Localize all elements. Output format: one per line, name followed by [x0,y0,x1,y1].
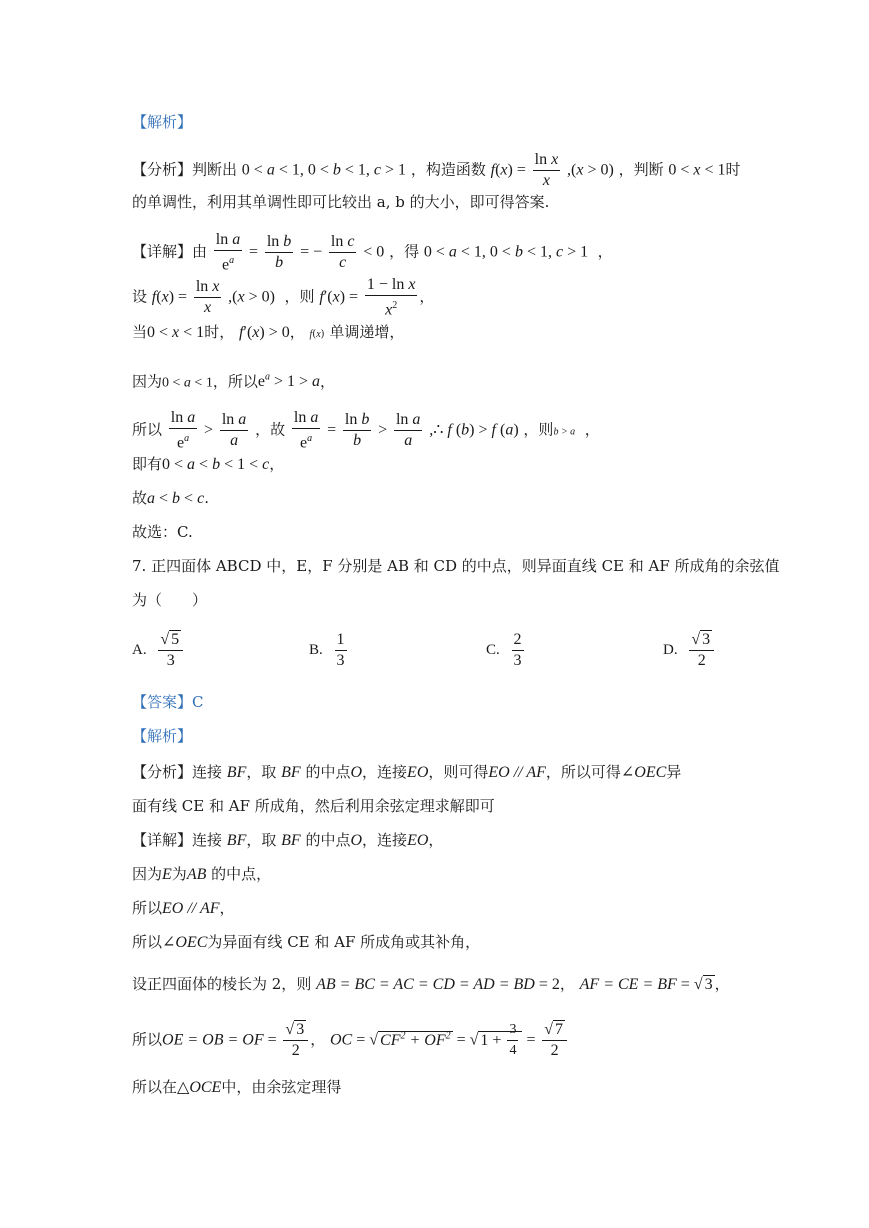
text: 面有线 CE 和 AF 所成角，然后利用余弦定理求解即可 [132,797,495,815]
text: 设 [132,287,148,306]
fraction: $\frac{\text{ln b}}{b}$ [266,233,292,272]
fenxi-1-line: 【分析】判断出 0 < a < 1, 0 < b < 1, c > 1 ，构造函数 f(x) = $\frac{\text{ln x}}{x}$ ,(x > 0) ，判断 0 < x < 1时 [132,151,741,189]
fraction: $\frac{√ 3}{2}$ [689,630,714,671]
yinwei-2-line: 因为E为AB 的中点， [132,865,272,883]
xiangjie-1-line: 【详解】由 $\frac{\text{ln a}}{e^a}$ = $\frac{\text{ln b}}{b}$ = − $\frac{\text{ln c}}{c}$ < 0 ，得 0 < a < 1, 0 < b < 1, c > 1 ， [132,231,613,274]
option-c [486,630,526,671]
text: 设正四面体的棱长为 2，则 [132,975,312,993]
section-jiexi-1 [132,110,769,134]
text: 【详解】连接 [132,831,223,849]
answer-line [132,690,769,714]
suoyi-3-line: 所以∠OEC为异面有线 CE 和 AF 所成角或其补角， [132,933,481,951]
text: ，连接 [362,831,408,849]
option-label: D. [663,641,678,658]
text: ，则 [523,420,554,439]
fraction: $\frac{\text{ln c}}{c}$ [330,233,355,272]
text: ，取 [246,831,277,849]
text: ，连接 [362,763,408,781]
jiyou-line: 即有0 < a < b < 1 < c， [132,455,285,473]
option-label: A. [132,641,147,658]
text: 的中点 [305,763,351,781]
text: 所以 [132,899,163,917]
text: ，所以可得 [545,763,621,781]
fraction: $\frac{√ 7}{2}$ [542,1020,567,1061]
xiangjie-2-line: 【详解】连接 BF，取 BF 的中点O，连接EO， [132,831,444,849]
text: 所以 [132,933,163,951]
fraction: $\frac{\text{ln a}}{a}$ [395,411,421,450]
fraction: $\frac{\text{ln x}}{x}$ [534,151,559,189]
gu-line: 故a < b < c. [132,489,209,507]
text: 所以 [132,420,163,439]
text: 故 [132,489,148,507]
text: 的单调性，利用其单调性即可比较出 a, b 的大小，即可得答案. [132,193,550,211]
dang-line: 当0 < x < 1时， f′(x) > 0， f(x) 单调递增， [132,323,405,341]
option-a [132,630,185,671]
fenxi-2-line: 【分析】连接 BF，取 BF 的中点O，连接EO，则可得EO // AF，所以可得∠OEC异 [132,763,682,781]
text: 为 [171,865,187,883]
heading-jiexi: 【解析】 [132,727,193,745]
fraction: $\frac{√ 5}{3}$ [158,630,183,671]
text: 因为 [132,372,163,391]
fraction: $\frac{3}{4}$ [509,1022,517,1059]
suoyi-line: 所以 $\frac{\text{ln a}}{e^a}$ > $\frac{\text{ln a}}{a}$ ，故 $\frac{\text{ln a}}{e^a}$ = $\frac{\text{ln b}}{b}$ > $\frac{\text{ln a}}{a}$ ,∴ f (b) > f (a) ，则b > a ， [132,409,600,452]
question-7-line2 [132,588,769,612]
text: ，故 [255,420,286,439]
text: ，得 [389,242,420,261]
text: 的中点 [305,831,351,849]
text: 中，由余弦定理得 [221,1078,342,1096]
text: 所以在 [132,1078,178,1096]
option-label: C. [486,641,500,658]
fraction: $\frac{\text{ln x}}{x}$ [195,278,220,317]
suoyi-4-line: 所以OE = OB = OF = $\frac{√ 3}{2}$ ， OC = √ $CF^2 + OF^2$ = √ 1 + $\frac{3}{4}$ = $\frac{√ 7}{2}$ [132,1020,769,1061]
fenxi-2-line2 [132,794,769,818]
text: ，判断 [618,160,664,179]
option-label: B. [309,641,323,658]
text: ，则 [284,287,315,306]
text: 即有 [132,455,163,473]
text: 故选：C. [132,523,193,541]
text: 的中点， [211,865,272,883]
text: 单调递增， [329,323,405,341]
text: ，则可得 [428,763,489,781]
text: 7. 正四面体 ABCD 中，E，F 分别是 AB 和 CD 的中点，则异面直线 CE 和 AF 所成角的余弦值 [132,557,780,575]
guxuan-line [132,520,769,544]
text: 时， [204,323,235,341]
text: 为异面有线 CE 和 AF 所成角或其补角， [207,933,481,951]
text: 【分析】判断出 [132,160,238,179]
text: 为（ ） [132,591,208,609]
option-b [309,630,349,671]
fraction: $\frac{√ 3}{2}$ [283,1020,308,1061]
fraction: $\frac{\text{ln a}}{e^a}$ [215,231,241,274]
fenxi-1-line2 [132,190,769,214]
she-line: 设 f(x) = $\frac{\text{ln x}}{x}$ ,(x > 0) ，则 f′(x) = $\frac{\text{1 − ln x}}{x^2}$ ， [132,276,435,319]
fraction: $\frac{\text{1 − ln x}}{x^2}$ [366,276,416,319]
fraction: $\frac{1}{3}$ [336,631,345,669]
text: 【分析】连接 [132,763,223,781]
fraction: $\frac{\text{ln a}}{a}$ [221,411,247,450]
fraction: $\frac{\text{ln a}}{e^a}$ [293,409,319,452]
text: ，构造函数 [410,160,486,179]
option-d [663,630,716,671]
text: 当 [132,323,148,341]
text: 时 [725,160,741,179]
text: 【详解】由 [132,242,208,261]
text: 异 [666,763,682,781]
text: 所以 [132,1030,163,1049]
question-7-line1 [132,554,780,578]
yinwei-line: 因为0 < a < 1，所以$e^a > 1 > a$， [132,372,336,391]
she-2-line: 设正四面体的棱长为 2，则 AB = BC = AC = CD = AD = BD = 2， AF = CE = BF = √ 3 ， [132,975,730,993]
suoyi-2-line: 所以EO // AF， [132,899,235,917]
section-jiexi-2 [132,724,769,748]
heading-jiexi: 【解析】 [132,113,193,131]
fraction: $\frac{\text{ln a}}{e^a}$ [170,409,196,452]
last-line: 所以在△OCE中，由余弦定理得 [132,1078,342,1096]
answer: 【答案】C [132,693,204,711]
fraction: $\frac{2}{3}$ [513,631,522,669]
fraction: $\frac{\text{ln b}}{b}$ [344,411,370,450]
text: ，所以 [212,372,258,391]
text: 因为 [132,865,163,883]
